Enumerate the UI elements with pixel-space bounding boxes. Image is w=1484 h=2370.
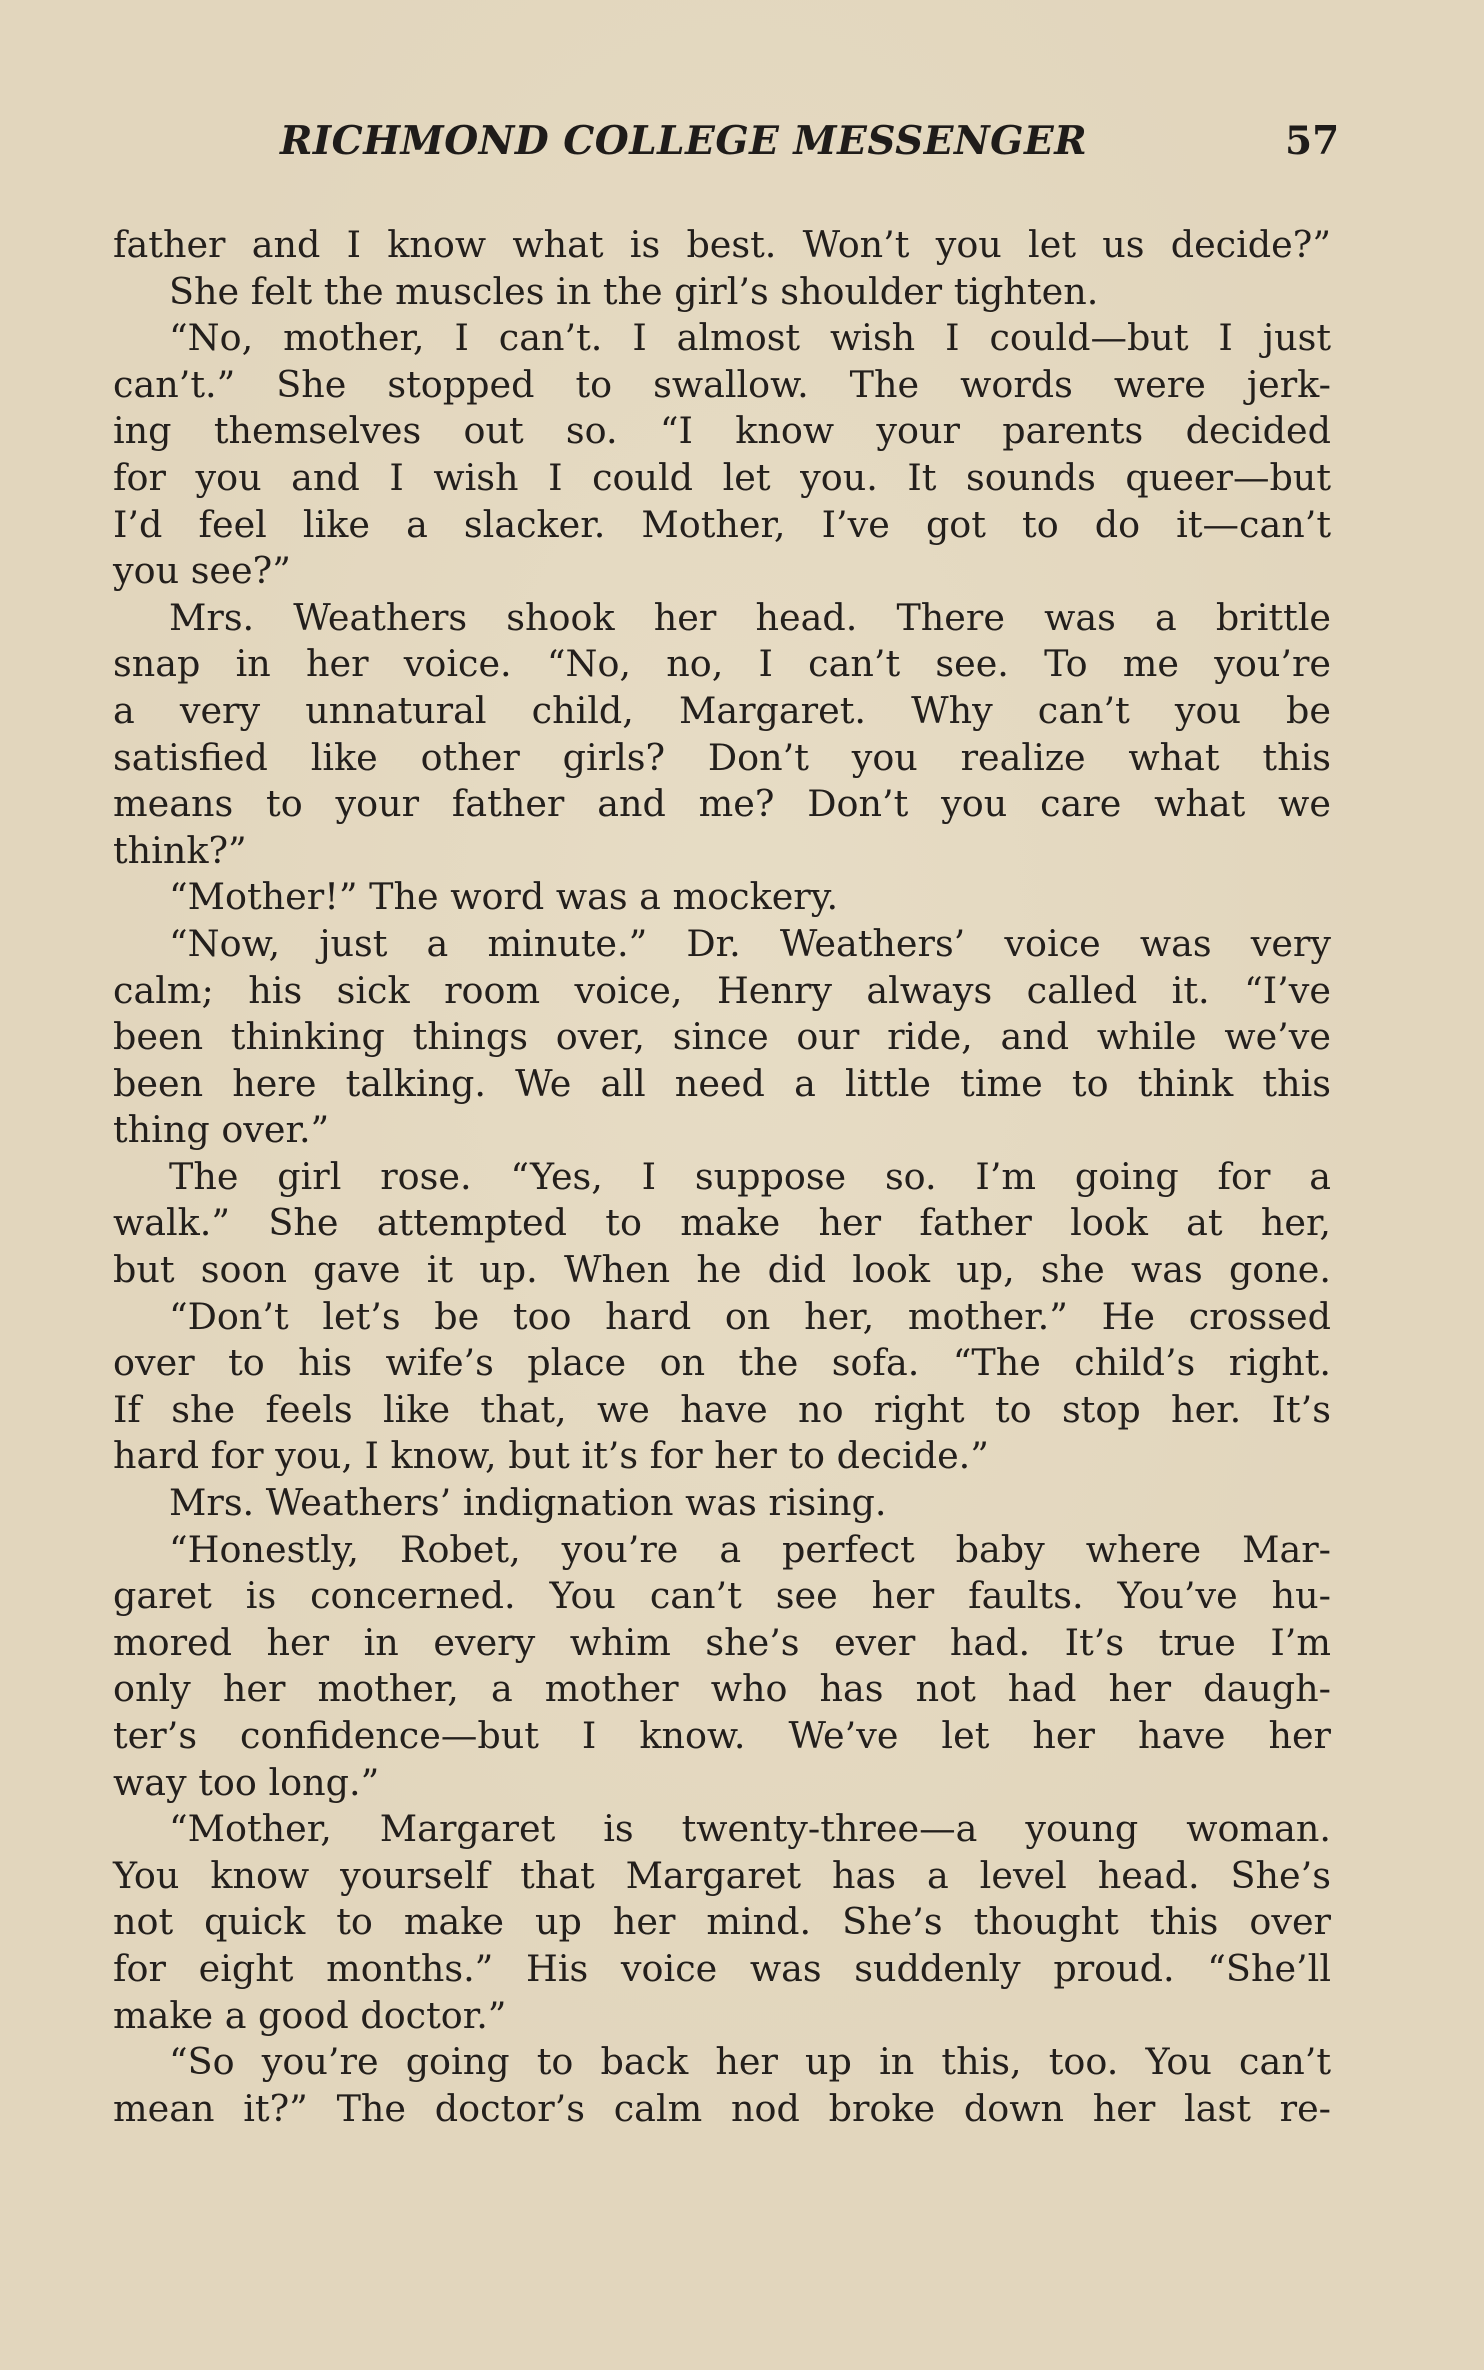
text-line: ter’s confidence—but I know. We’ve let her have her [113,1714,1331,1757]
text-line: Mrs. Weathers’ indignation was rising. [169,1481,887,1525]
text-line: mored her in every whim she’s ever had. It’s true I’m [113,1620,1331,1664]
text-line: means to your father and me? Don’t you care what we [113,782,1331,826]
text-line: for eight months.” His voice was suddenly proud. “She’ll [113,1946,1331,1990]
text-line: been thinking things over, since our ride, and while we’ve [113,1015,1331,1059]
text-line: The girl rose. “Yes, I suppose so. I’m going for a [169,1154,1331,1198]
text-line: “Mother!” The word was a mockery. [169,875,839,919]
text-line: not quick to make up her mind. She’s thought this over [113,1900,1331,1944]
text-line: I’d feel like a slacker. Mother, I’ve got to do it—can’t [113,502,1331,546]
text-line: think?” [113,828,247,872]
text-line: If she feels like that, we have no right to stop her. It’s [113,1387,1331,1431]
text-line: You know yourself that Margaret has a level head. She’s [113,1853,1331,1897]
text-line: She felt the muscles in the girl’s shoulder tighten. [169,269,1099,313]
text-line: “Don’t let’s be too hard on her, mother.” He crossed [169,1294,1331,1338]
text-line: “Honestly, Robet, you’re a perfect baby where Mar- [169,1527,1331,1571]
text-line: thing over.” [113,1108,330,1152]
text-line: “Now, just a minute.” Dr. Weathers’ voice was very [169,921,1331,965]
text-line: make a good doctor.” [113,1993,507,2037]
text-line: way too long.” [113,1760,380,1804]
article-body [113,222,1331,2132]
text-line: mean it?” The doctor’s calm nod broke down her last re- [113,2086,1331,2130]
text-line: hard for you, I know, but it’s for her to decide.” [113,1434,989,1478]
text-line: calm; his sick room voice, Henry always called it. “I’ve [113,968,1331,1012]
text-line: “So you’re going to back her up in this, too. You can’t [169,2040,1331,2084]
text-line: been here talking. We all need a little time to think this [113,1061,1331,1105]
page-number: 57 [1285,118,1340,164]
text-line: Mrs. Weathers shook her head. There was a brittle [169,595,1331,639]
text-line: over to his wife’s place on the sofa. “The child’s right. [113,1341,1331,1385]
text-line: father and I know what is best. Won’t you let us decide?” [113,223,1331,266]
text-line: walk.” She attempted to make her father look at her, [113,1201,1331,1245]
text-line: ing themselves out so. “I know your parents decided [113,409,1331,453]
page-header [0,118,1484,178]
text-line: satisfied like other girls? Don’t you realize what this [113,735,1331,779]
text-line: but soon gave it up. When he did look up, she was gone. [113,1248,1331,1292]
text-line: a very unnatural child, Margaret. Why can’t you be [113,688,1331,732]
running-title: RICHMOND COLLEGE MESSENGER [280,118,1088,164]
text-line: “No, mother, I can’t. I almost wish I could—but I just [169,316,1331,360]
text-line: can’t.” She stopped to swallow. The words were jerk- [113,362,1331,406]
text-line: snap in her voice. “No, no, I can’t see. To me you’re [113,642,1331,686]
text-line: for you and I wish I could let you. It sounds queer—but [113,455,1331,499]
text-line: “Mother, Margaret is twenty-three—a young woman. [169,1807,1331,1851]
text-line: only her mother, a mother who has not had her daugh- [113,1667,1331,1711]
text-line: you see?” [113,549,291,593]
text-line: garet is concerned. You can’t see her faults. You’ve hu- [113,1574,1331,1618]
